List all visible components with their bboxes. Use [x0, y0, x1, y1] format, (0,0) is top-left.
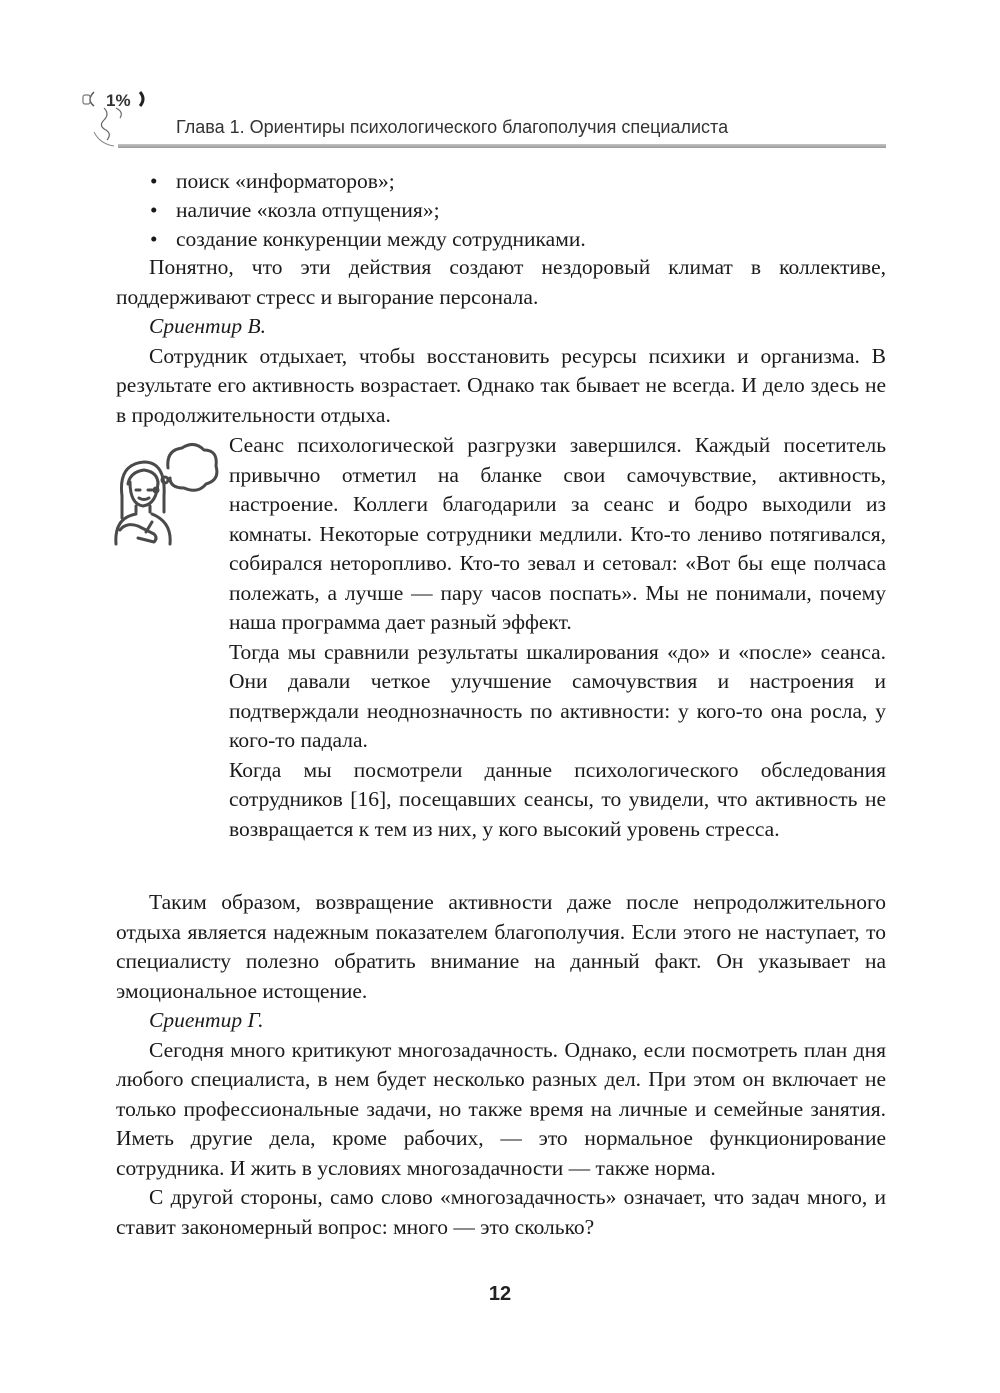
- case-paragraph: Когда мы посмотрели данные психологического обследования сотрудников [16], посещавших сеансы, то увидели, что активность не возвращается к тем из них, у кого высокий уровень стресса.: [229, 757, 886, 841]
- paragraph: Таким образом, возвращение активности даже после непродолжительного отдыха является надежным показателем благополучия. Если этого не наступает, то специалисту полезно обратить внимание на данный факт. Он указывает на эмоциональное истощение.: [116, 890, 886, 1003]
- bullet-icon: •: [150, 227, 158, 251]
- section-heading: Сриентир В.: [149, 314, 266, 338]
- paragraph: Сотрудник отдыхает, чтобы восстановить ресурсы психики и организма. В результате его активность возрастает. Однако так бывает не всегда. И дело здесь не в продолжительности отдыха.: [116, 343, 886, 427]
- list-item: • создание конкуренции между сотрудниками.: [150, 225, 586, 255]
- thinking-person-icon: [108, 438, 220, 548]
- running-head: Глава 1. Ориентиры психологического благополучия специалиста: [176, 117, 729, 137]
- paragraph: С другой стороны, само слово «многозадачность» означает, что задач много, и ставит закономерный вопрос: много — это сколько?: [116, 1185, 886, 1239]
- logo-text: 1%: [106, 91, 131, 110]
- section-heading: Сриентир Г.: [149, 1008, 264, 1032]
- list-item: • наличие «козла отпущения»;: [150, 196, 440, 226]
- paragraph: Понятно, что эти действия создают нездоровый климат в коллективе, поддерживают стресс и выгорание персонала.: [116, 255, 886, 309]
- paragraph: Сегодня много критикуют многозадачность. Однако, если посмотреть план дня любого специалиста, в нем будет несколько разных дел. При этом он включает не только профессиональные задачи, но также время на личные и семейные занятия. Иметь другие дела, кроме рабочих, — это нормальное функционирование сотрудника. И жить в условиях многозадачности — также норма.: [116, 1037, 886, 1180]
- case-paragraph: Тогда мы сравнили результаты шкалирования «до» и «после» сеанса. Они давали четкое улучшение самочувствия и настроения и подтверждали неоднозначность по активности: у кого-то она росла, у кого-то падала.: [229, 639, 886, 752]
- case-paragraph: Сеанс психологической разгрузки завершился. Каждый посетитель привычно отметил на бланке свои самочувствие, активность, настроение. Коллеги благодарили за сеанс и бодро выходили из комнаты. Некоторые сотрудники медлили. Кто-то лениво потягивался, собирался неторопливо. Кто-то зевал и сетовал: «Вот бы еще полчаса полежать, а лучше — пару часов поспать». Мы не понимали, почему наша программа дает разный эффект.: [229, 433, 886, 634]
- list-item: • поиск «информаторов»;: [150, 167, 395, 197]
- page-number: 12: [488, 1283, 512, 1305]
- case-study-box: [229, 431, 886, 844]
- header-divider: [118, 144, 886, 148]
- body-text-upper: [116, 253, 886, 430]
- bullet-icon: •: [150, 169, 158, 193]
- bullet-icon: •: [150, 198, 158, 222]
- body-text-lower: [116, 888, 886, 1242]
